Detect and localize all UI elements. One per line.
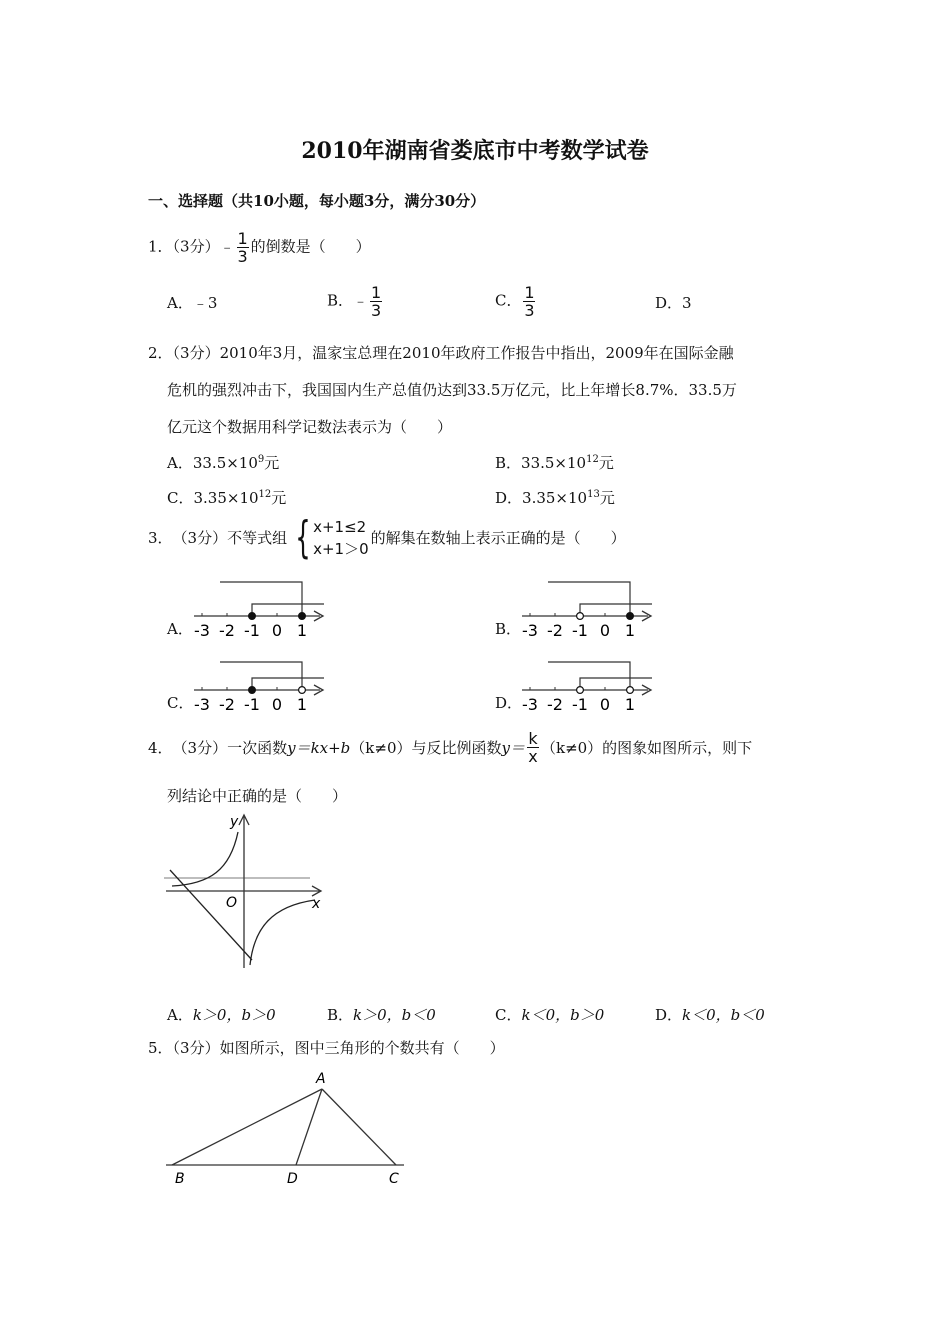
- fraction: [370, 284, 382, 319]
- tick-label: 0: [271, 695, 283, 714]
- question-text: （k≠0）与反比例函数: [350, 738, 502, 757]
- right-endpoint: [299, 613, 306, 620]
- option-label: A．: [167, 454, 193, 472]
- fraction-numerator: 1: [237, 229, 248, 248]
- solution-ray-right: [580, 678, 652, 690]
- fraction-denominator: 3: [370, 301, 382, 320]
- option-text: 3: [682, 294, 692, 312]
- solution-ray-left: [548, 582, 630, 616]
- option-label: B．: [495, 454, 522, 472]
- tick-label: -3: [194, 695, 210, 714]
- solution-ray-left: [220, 662, 302, 690]
- right-endpoint: [299, 687, 306, 694]
- option-label: A．: [167, 1006, 193, 1024]
- question-text: 的倒数是（ ）: [250, 237, 371, 256]
- option-text: k＜0，b＜0: [682, 1006, 765, 1024]
- q2-option-a[interactable]: [167, 452, 279, 473]
- right-endpoint: [627, 613, 634, 620]
- option-label: C．: [495, 291, 522, 310]
- fraction-denominator: 3: [237, 247, 248, 266]
- option-text: k＞0，b＜0: [353, 1006, 436, 1024]
- unit: 元: [271, 489, 287, 507]
- option-label: C．: [167, 489, 194, 507]
- option-label: B．: [327, 291, 354, 310]
- fraction-denominator: x: [528, 747, 538, 766]
- y-axis-label: y: [230, 814, 239, 830]
- fraction-numerator: 1: [524, 283, 535, 302]
- right-endpoint: [627, 687, 634, 694]
- question-text: （3分）2010年3月，温家宝总理在2010年政府工作报告中指出，2009年在国际金融: [172, 344, 734, 362]
- question-text: （3分）不等式组: [172, 529, 288, 547]
- solution-ray-left: [220, 582, 302, 616]
- tick-label: 1: [624, 695, 636, 714]
- exponent: 9: [257, 454, 265, 465]
- exponent: 12: [586, 454, 599, 465]
- solution-ray-right: [252, 678, 324, 690]
- tick-label: -3: [522, 621, 538, 640]
- tick-label: 1: [624, 621, 636, 640]
- origin-label: O: [226, 895, 238, 911]
- minus-sign: ﹣: [219, 237, 235, 256]
- left-endpoint: [249, 613, 256, 620]
- q3-option-d-label[interactable]: D．: [495, 694, 523, 712]
- question-text: 亿元这个数据用科学记数法表示为（ ）: [167, 418, 453, 436]
- point-b-label: B: [175, 1171, 185, 1187]
- q1-option-a[interactable]: [167, 292, 217, 313]
- option-text: ﹣: [353, 291, 369, 310]
- option-text: 33.5×10: [192, 454, 258, 472]
- triangle-figure: [160, 1065, 410, 1190]
- segment-ac: [322, 1089, 396, 1165]
- tick-label: 0: [271, 621, 283, 640]
- q3-number-line-a[interactable]: [190, 570, 335, 640]
- question-text: 的解集在数轴上表示正确的是（ ）: [370, 529, 626, 547]
- question-5: [148, 1038, 505, 1058]
- tick-label: -1: [244, 695, 260, 714]
- question-number: 4．: [148, 738, 173, 757]
- question-4: [148, 730, 752, 765]
- option-text: 3.35×10: [522, 489, 588, 507]
- q4-option-a[interactable]: [167, 1004, 276, 1025]
- question-number: 1．: [148, 237, 173, 256]
- fraction-numerator: 1: [370, 283, 382, 302]
- point-d-label: D: [287, 1171, 298, 1187]
- option-text: 33.5×10: [521, 454, 587, 472]
- option-label: D．: [655, 294, 683, 312]
- tick-label: 1: [296, 695, 308, 714]
- q2-option-d[interactable]: [495, 487, 615, 508]
- x-axis-label: x: [312, 896, 321, 912]
- q3-option-a-label[interactable]: A．: [167, 620, 193, 638]
- q2-option-b[interactable]: [495, 452, 614, 473]
- fraction: [523, 284, 535, 319]
- option-label: A．: [167, 294, 193, 312]
- tick-label: -2: [547, 695, 563, 714]
- solution-ray-right: [580, 604, 652, 616]
- option-label: D．: [495, 489, 523, 507]
- left-endpoint: [577, 687, 584, 694]
- section-heading: 一、选择题（共10小题，每小题3分，满分30分）: [148, 192, 486, 210]
- question-2: [148, 343, 734, 363]
- q3-option-c-label[interactable]: C．: [167, 694, 194, 712]
- tick-label: 0: [599, 695, 611, 714]
- q3-option-b-label[interactable]: B．: [495, 620, 522, 638]
- option-text: 3.35×10: [193, 489, 259, 507]
- fraction: [237, 230, 249, 265]
- tick-label: -2: [219, 621, 235, 640]
- q4-option-c[interactable]: [495, 1004, 604, 1025]
- q3-number-line-b[interactable]: [518, 578, 663, 640]
- tick-label: -3: [522, 695, 538, 714]
- tick-label: -2: [547, 621, 563, 640]
- question-text: 危机的强烈冲击下，我国国内生产总值仍达到33.5万亿元，比上年增长8.7%．33.5万: [167, 381, 737, 399]
- question-number: 3．: [148, 529, 173, 547]
- q3-number-line-d[interactable]: [518, 658, 663, 714]
- q3-number-line-c[interactable]: [190, 658, 335, 714]
- hyperbola-branch-lower-right: [250, 900, 315, 965]
- question-number: 2．: [148, 344, 173, 362]
- q4-option-d[interactable]: [655, 1004, 765, 1025]
- inequality-2: x+1＞0: [313, 540, 369, 558]
- option-label: D．: [655, 1006, 683, 1024]
- question-3: [148, 512, 626, 563]
- tick-label: -2: [219, 695, 235, 714]
- linear-function: y＝kx+b: [287, 738, 351, 757]
- tick-label: -1: [244, 621, 260, 640]
- fraction-denominator: 3: [524, 301, 535, 320]
- option-text: k＞0，b＞0: [192, 1006, 276, 1024]
- option-label: C．: [495, 1006, 522, 1024]
- function-graph: [160, 810, 335, 975]
- fraction: [527, 730, 539, 765]
- q4-option-b[interactable]: [327, 1004, 436, 1025]
- q1-option-c[interactable]: [495, 284, 537, 319]
- q1-option-b[interactable]: [327, 284, 384, 319]
- question-text: （k≠0）的图象如图所示，则下: [540, 738, 753, 757]
- tick-label: -1: [572, 695, 588, 714]
- fraction-numerator: k: [528, 729, 538, 748]
- option-label: B．: [327, 1006, 354, 1024]
- tick-label: 0: [599, 621, 611, 640]
- inequality-system: { x+1≤2 x+1＞0: [295, 512, 369, 563]
- exponent: 12: [258, 489, 272, 500]
- unit: 元: [598, 454, 614, 472]
- linear-function-line: [170, 870, 252, 960]
- page-title: 2010年湖南省娄底市中考数学试卷: [301, 138, 649, 164]
- unit: 元: [264, 454, 280, 472]
- left-endpoint: [249, 687, 256, 694]
- question-number: 5．: [148, 1039, 173, 1057]
- unit: 元: [599, 489, 615, 507]
- tick-label: -1: [572, 621, 588, 640]
- question-text: （3分）一次函数: [172, 738, 288, 757]
- inequality-1: x+1≤2: [313, 518, 367, 536]
- solution-ray-right: [252, 604, 324, 616]
- question-text: 列结论中正确的是（ ）: [167, 787, 348, 805]
- tick-label: 1: [296, 621, 308, 640]
- tick-label: -3: [194, 621, 210, 640]
- q1-option-d[interactable]: [655, 292, 692, 313]
- question-1: [148, 230, 371, 265]
- y-equals: y＝: [501, 738, 525, 757]
- option-text: k＜0，b＞0: [521, 1006, 605, 1024]
- left-endpoint: [577, 613, 584, 620]
- q2-option-c[interactable]: [167, 487, 286, 508]
- solution-ray-left: [548, 662, 630, 690]
- point-c-label: C: [389, 1171, 399, 1187]
- option-text: ﹣3: [192, 294, 218, 312]
- question-text: （3分）如图所示，图中三角形的个数共有（ ）: [172, 1039, 505, 1057]
- exponent: 13: [587, 489, 600, 500]
- point-a-label: A: [316, 1071, 326, 1087]
- question-score: （3分）: [172, 237, 220, 256]
